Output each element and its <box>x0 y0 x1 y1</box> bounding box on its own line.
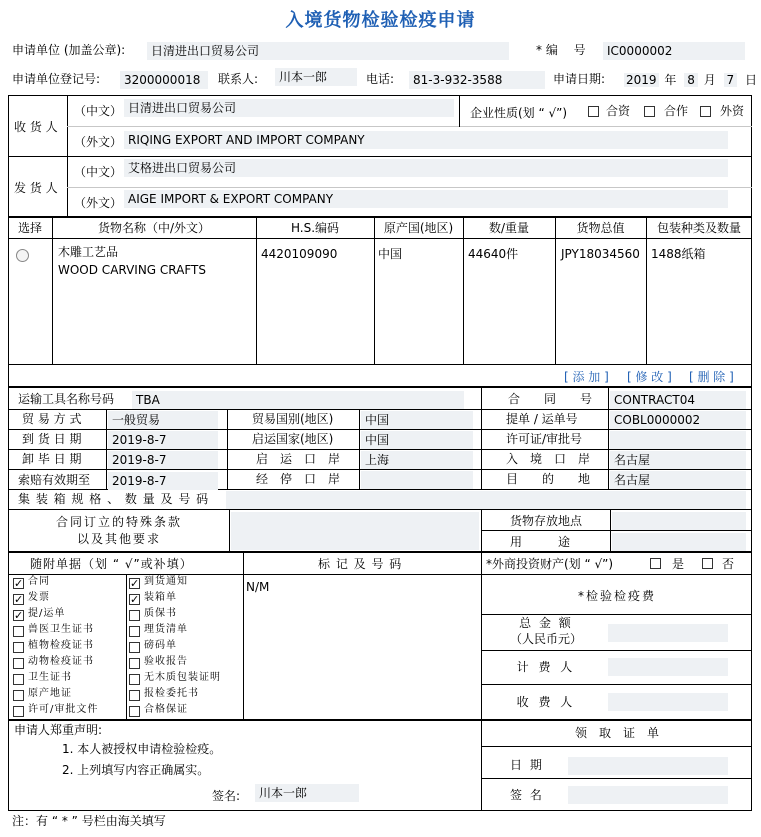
nature-label: 企业性质(划 “ √”) <box>470 106 568 120</box>
contract-label: 合 同 号 <box>508 392 593 406</box>
doc-left-checkbox-0[interactable]: ✓ <box>14 577 24 590</box>
doc-left-checkbox-7[interactable] <box>13 690 24 701</box>
doc-left-checkbox-2[interactable]: ✓ <box>14 609 24 622</box>
doc-left-checkbox-5[interactable] <box>13 658 24 669</box>
year-unit: 年 <box>664 73 677 87</box>
container-field[interactable] <box>226 491 746 509</box>
bl-label: 提单 / 运单号 <box>506 412 578 426</box>
doc-right-label-5: 验收报告 <box>144 656 188 667</box>
doc-right-label-3: 理货清单 <box>144 624 188 635</box>
foreign-invest-label: *外商投资财产(划 “ √”) <box>486 557 614 571</box>
doc-right-label-1: 装箱单 <box>144 592 177 603</box>
applicant-label: 申请单位 (加盖公章): <box>12 43 126 57</box>
joint-venture-checkbox[interactable] <box>588 106 599 117</box>
inspection-fee-label: *检验检疫费 <box>577 589 656 603</box>
use-label: 用 途 <box>510 535 571 549</box>
hs-code: 4420109090 <box>261 247 338 261</box>
calc-person-field[interactable] <box>608 658 728 676</box>
doc-right-checkbox-2[interactable] <box>129 610 140 621</box>
doc-right-checkbox-8[interactable] <box>129 706 140 717</box>
col-select: 选择 <box>17 221 42 235</box>
col-quantity: 数/重量 <box>488 221 530 235</box>
apply-date <box>620 71 758 89</box>
col-value: 货物总值 <box>576 221 625 235</box>
origin: 中国 <box>378 247 403 261</box>
contract-field[interactable]: CONTRACT04 <box>610 391 746 409</box>
license-label: 许可证/审批号 <box>506 432 583 446</box>
doc-right-label-0: 到货通知 <box>144 576 188 587</box>
license-field[interactable] <box>610 431 746 449</box>
doc-left-label-7: 原产地证 <box>28 688 72 699</box>
stop-port-label: 经 停 口 岸 <box>256 472 341 486</box>
arrival-field[interactable]: 2019-8-7 <box>108 431 218 449</box>
foreign-capital-checkbox[interactable] <box>700 106 711 117</box>
storage-label: 货物存放地点 <box>510 514 583 528</box>
consignor-en-field[interactable]: AIGE IMPORT & EXPORT COMPANY <box>124 190 728 208</box>
doc-left-label-4: 植物检疫证书 <box>28 640 94 651</box>
goods-name-en: WOOD CARVING CRAFTS <box>58 263 206 277</box>
declaration-line-1: 1. 本人被授权申请检验检疫。 <box>62 742 222 756</box>
reg-field[interactable]: 3200000018 <box>120 71 208 89</box>
doc-left-label-3: 兽医卫生证书 <box>28 624 94 635</box>
dest-field[interactable]: 名古屋 <box>610 471 746 489</box>
use-field[interactable] <box>612 533 746 551</box>
doc-left-checkbox-1[interactable]: ✓ <box>14 593 24 606</box>
goods-name-cn: 木雕工艺品 <box>58 245 119 259</box>
rmb-label: （人民币元） <box>509 632 582 646</box>
receipt-label: 领 取 证 单 <box>574 726 659 740</box>
footnote: 注：有 “ * ” 号栏由海关填写 <box>12 814 166 828</box>
date-label: 申请日期: <box>553 72 606 86</box>
total-value: JPY18034560 <box>561 247 640 261</box>
day-unit: 日 <box>745 73 758 87</box>
col-package: 包装种类及数量 <box>656 221 741 235</box>
collect-person-label: 收 费 人 <box>516 695 576 709</box>
clauses-label-1: 合同订立的特殊条款 <box>55 515 182 529</box>
declaration-label: 申请人郑重声明: <box>14 723 103 737</box>
serial-label: * 编 号 <box>536 43 586 57</box>
doc-right-label-6: 无木质包装证明 <box>144 672 221 683</box>
vehicle-label: 运输工具名称号码 <box>18 392 115 406</box>
trade-label: 贸 易 方 式 <box>22 412 82 426</box>
marks-header: 标 记 及 号 码 <box>318 557 403 571</box>
doc-left-label-8: 许可/审批文件 <box>28 704 99 715</box>
clauses-field[interactable] <box>231 512 479 550</box>
claim-field[interactable]: 2019-8-7 <box>108 472 218 490</box>
cooperation-label: 合作 <box>664 104 689 118</box>
depart-port-field[interactable]: 上海 <box>361 451 473 469</box>
marks-value: N/M <box>246 580 270 594</box>
doc-left-checkbox-8[interactable] <box>13 706 24 717</box>
consignee-en-field[interactable]: RIQING EXPORT AND IMPORT COMPANY <box>124 131 728 149</box>
edit-button[interactable]: [ 修 改 ] <box>627 370 672 384</box>
declaration-line-2: 2. 上列填写内容正确属实。 <box>62 763 210 777</box>
doc-right-checkbox-7[interactable] <box>129 690 140 701</box>
collect-person-field[interactable] <box>608 693 728 711</box>
contact-field[interactable]: 川本一郎 <box>275 68 357 86</box>
doc-right-checkbox-1[interactable]: ✓ <box>130 593 140 606</box>
goods-section <box>8 217 752 387</box>
arrival-label: 到 货 日 期 <box>22 432 82 446</box>
total-amount-label: 总 金 额 <box>519 616 573 630</box>
receipt-sign-field[interactable] <box>568 786 728 804</box>
consignor-label: 发 货 人 <box>14 181 58 195</box>
trade-country-field[interactable]: 中国 <box>361 411 473 429</box>
doc-left-checkbox-4[interactable] <box>13 642 24 653</box>
delete-button[interactable]: [ 删 除 ] <box>689 370 734 384</box>
date-year[interactable]: 2019 <box>626 73 657 87</box>
doc-right-checkbox-0[interactable]: ✓ <box>130 577 140 590</box>
month-unit: 月 <box>703 73 716 87</box>
receipt-date-field[interactable] <box>568 757 728 775</box>
receipt-date-label: 日 期 <box>510 758 544 772</box>
docs-header: 随附单据（划 “ √”或补填） <box>30 557 193 571</box>
reg-label: 申请单位登记号: <box>12 72 101 86</box>
total-amount-field[interactable] <box>608 624 728 642</box>
receipt-sign-label: 签 名 <box>510 788 544 802</box>
depart-port-label: 启 运 口 岸 <box>256 452 341 466</box>
signature-field[interactable]: 川本一郎 <box>255 784 359 802</box>
cooperation-checkbox[interactable] <box>644 106 655 117</box>
doc-left-checkbox-6[interactable] <box>13 674 24 685</box>
doc-left-label-0: 合同 <box>28 576 50 587</box>
doc-right-label-4: 磅码单 <box>144 640 177 651</box>
trade-country-label: 贸易国别(地区) <box>252 412 334 426</box>
doc-right-label-2: 质保书 <box>144 608 177 619</box>
foreign-no-label: 否 <box>722 557 735 571</box>
doc-left-checkbox-3[interactable] <box>13 626 24 637</box>
doc-right-label-7: 报检委托书 <box>144 688 199 699</box>
foreign-yes-label: 是 <box>672 557 685 571</box>
consignor-cn-field[interactable]: 艾格进出口贸易公司 <box>124 159 728 177</box>
foreign-no-checkbox[interactable] <box>702 558 713 569</box>
calc-person-label: 计 费 人 <box>516 660 576 674</box>
phone-label: 电话: <box>366 72 395 86</box>
trade-field[interactable]: 一般贸易 <box>108 411 218 429</box>
foreign-yes-checkbox[interactable] <box>650 558 661 569</box>
date-month[interactable]: 8 <box>684 73 698 87</box>
col-origin: 原产国(地区) <box>383 221 454 235</box>
serial-field[interactable]: IC0000002 <box>603 42 745 60</box>
doc-right-checkbox-5[interactable] <box>129 658 140 669</box>
storage-field[interactable] <box>612 512 746 530</box>
doc-right-checkbox-4[interactable] <box>129 642 140 653</box>
phone-field[interactable]: 81-3-932-3588 <box>409 71 545 89</box>
joint-venture-label: 合资 <box>606 104 631 118</box>
doc-right-label-8: 合格保证 <box>144 704 188 715</box>
container-label: 集 装 箱 规 格 、 数 量 及 号 码 <box>18 492 210 506</box>
add-button[interactable]: [ 添 加 ] <box>564 370 609 384</box>
claim-label: 索赔有效期至 <box>18 473 91 487</box>
doc-left-label-5: 动物检疫证书 <box>28 656 94 667</box>
doc-left-label-6: 卫生证书 <box>28 672 72 683</box>
signature-label: 签名: <box>212 789 241 803</box>
entry-port-label: 入 境 口 岸 <box>506 452 591 466</box>
contact-label: 联系人: <box>218 72 259 86</box>
applicant-field[interactable]: 日清进出口贸易公司 <box>147 42 509 60</box>
stop-port-field[interactable] <box>361 471 473 489</box>
doc-right-checkbox-6[interactable] <box>129 674 140 685</box>
col-hs-code: H.S.编码 <box>290 221 340 235</box>
vehicle-field[interactable]: TBA <box>132 391 464 409</box>
depart-country-label: 启运国家(地区) <box>252 432 334 446</box>
consignee-en-label: （外文） <box>74 135 123 149</box>
entry-port-field[interactable]: 名古屋 <box>610 451 746 469</box>
consignor-en-label: （外文） <box>74 196 123 210</box>
page-title: 入境货物检验检疫申请 <box>285 10 476 31</box>
depart-country-field[interactable]: 中国 <box>361 431 473 449</box>
consignee-cn-field[interactable]: 日清进出口贸易公司 <box>124 99 454 117</box>
clauses-label-2: 以及其他要求 <box>76 532 161 546</box>
doc-left-label-2: 提/运单 <box>28 608 66 619</box>
dest-label: 目 的 地 <box>506 472 591 486</box>
consignee-label: 收 货 人 <box>14 120 58 134</box>
date-day[interactable]: 7 <box>724 73 738 87</box>
unload-label: 卸 毕 日 期 <box>22 452 82 466</box>
quantity: 44640件 <box>468 247 519 261</box>
package: 1488纸箱 <box>651 247 706 261</box>
doc-right-checkbox-3[interactable] <box>129 626 140 637</box>
row-select-radio[interactable] <box>16 249 29 262</box>
consignor-cn-label: （中文） <box>74 165 123 179</box>
col-goods-name: 货物名称（中/外文） <box>97 221 211 235</box>
consignee-cn-label: （中文） <box>74 104 123 118</box>
unload-field[interactable]: 2019-8-7 <box>108 451 218 469</box>
doc-left-label-1: 发票 <box>28 592 50 603</box>
bl-field[interactable]: COBL0000002 <box>610 411 746 429</box>
foreign-capital-label: 外资 <box>720 104 745 118</box>
